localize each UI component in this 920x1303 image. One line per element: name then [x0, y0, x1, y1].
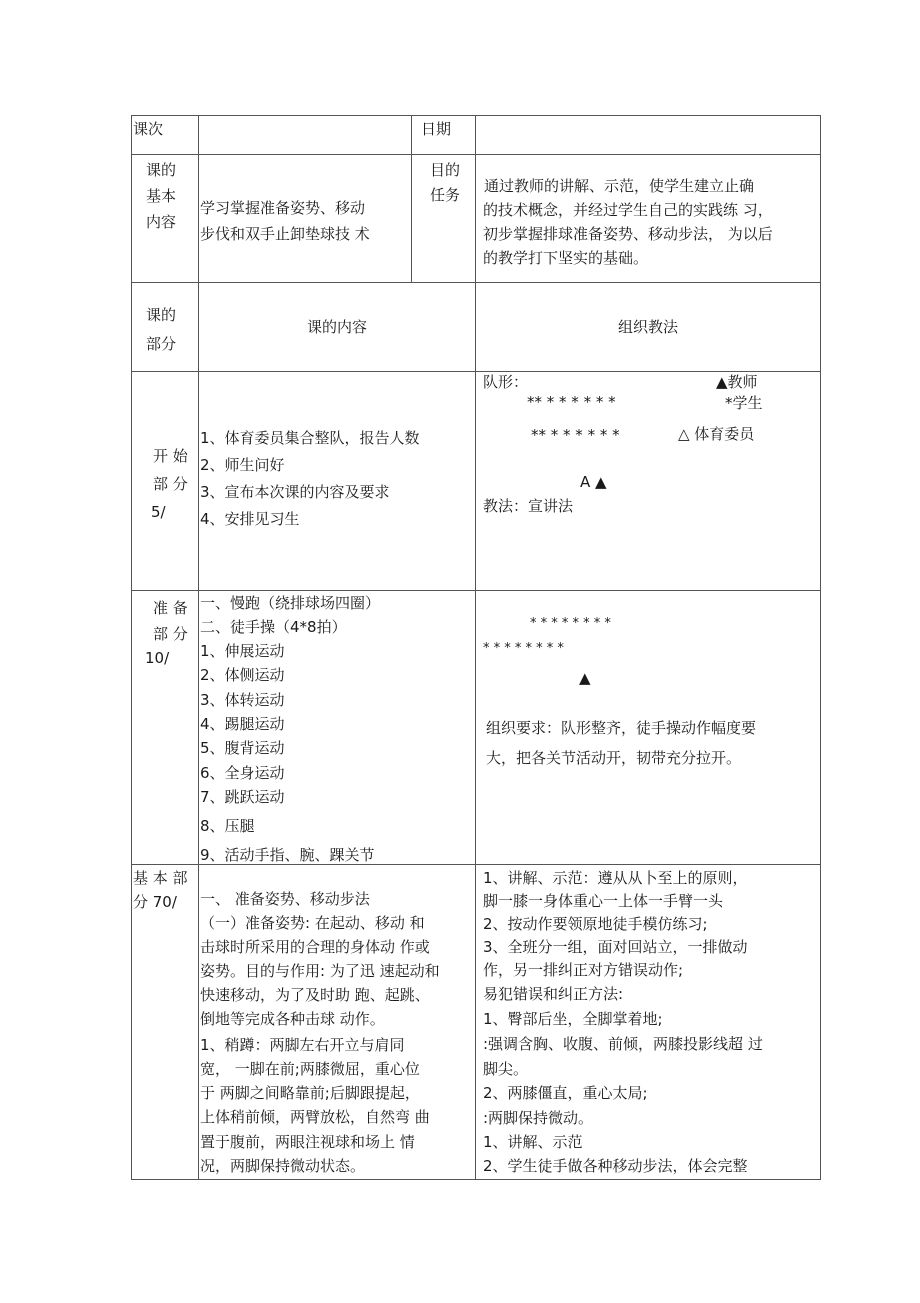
lesson-no-label: 课次 [133, 120, 164, 138]
basic-method-line: 易犯错误和纠正方法: [483, 985, 624, 1003]
basic-content-line: 1、稍蹲：两脚左右开立与肩同 [200, 1036, 405, 1054]
basic-content-line: 于 两脚之间略靠前;后脚跟提起， [200, 1084, 420, 1102]
goal-text: 的教学打下坚实的基础。 [483, 249, 649, 267]
basic-method-line: 2、按动作要领原地徒手模仿练习; [483, 915, 708, 933]
basic-part-label: 分 70/ [133, 893, 177, 911]
content-label: 课的 [146, 161, 177, 179]
teacher-legend: ▲教师 [716, 373, 758, 391]
start-content-item: 3、宣布本次课的内容及要求 [200, 483, 390, 501]
formation-row: ** * * * * * * [531, 426, 620, 444]
formation-marker: A ▲ [580, 473, 607, 491]
basic-method-line: 作，另一排纠正对方错误动作; [483, 961, 684, 979]
basic-method-line: 1、讲解、示范：遵从从卜至上的原则， [483, 869, 748, 887]
basic-content-line: （一）准备姿势: 在起动、移动 和 [200, 914, 425, 932]
basic-content-line: 况，两脚保持微动状态。 [200, 1157, 366, 1175]
prep-formation-row: * * * * * * * * [530, 616, 611, 631]
basic-method-line: :两脚保持微动。 [483, 1109, 594, 1127]
basic-content-line: 倒地等完成各种击球 动作。 [200, 1010, 385, 1028]
basic-method-line: :强调含胸、收腹、前倾，两膝投影线超 过 [483, 1035, 763, 1053]
content-label: 基本 [146, 187, 177, 205]
prep-content-item: 3、体转运动 [200, 691, 285, 709]
row-divider [131, 282, 821, 283]
formation-label: 队形： [483, 373, 529, 391]
prep-content-item: 6、全身运动 [200, 764, 285, 782]
prep-content-item: 1、伸展运动 [200, 642, 285, 660]
prep-content-item: 一、慢跑（绕排球场四圈） [200, 594, 381, 612]
start-part-label: 开 始 [153, 447, 188, 465]
prep-requirement: 大，把各关节活动开，韧带充分拉开。 [486, 749, 742, 767]
basic-content-line: 快速移动，为了及时助 跑、起跳、 [200, 986, 430, 1004]
basic-method-line: 2、两膝僵直，重心太局; [483, 1084, 648, 1102]
prep-teacher-marker: ▲ [579, 669, 591, 687]
table-border-left [131, 115, 132, 1180]
basic-content-line: 置于腹前，两眼注视球和场上 情 [200, 1133, 415, 1151]
basic-method-line: 脚尖。 [483, 1060, 529, 1078]
prep-part-label: 10/ [145, 649, 170, 667]
prep-part-label: 准 备 [153, 599, 188, 617]
prep-content-item: 二、徒手操（4*8拍） [200, 618, 347, 636]
basic-content-line: 姿势。目的与作用: 为了迅 速起动和 [200, 962, 440, 980]
part-label: 课的 [146, 306, 177, 324]
content-text: 步伐和双手止卸垫球技 术 [200, 225, 370, 243]
basic-method-line: 3、全班分一组，面对回站立，一排做动 [483, 938, 748, 956]
prep-content-item: 9、活动手指、腕、踝关节 [200, 846, 375, 864]
col-divider [198, 115, 199, 1180]
goal-text: 通过教师的讲解、示范，使学生建立止确 [484, 177, 755, 195]
basic-content-line: 击球时所采用的合理的身体动 作或 [200, 938, 430, 956]
basic-content-line: 一、 准备姿势、移动步法 [200, 890, 370, 908]
table-border-top [131, 115, 821, 116]
date-label: 日期 [421, 120, 452, 138]
col-divider [411, 115, 412, 283]
goal-label: 目的 [430, 161, 461, 179]
start-method: 教法：宣讲法 [483, 497, 574, 515]
row-divider [131, 154, 821, 155]
start-part-label: 5/ [151, 503, 166, 521]
basic-method-line: 脚一膝一身体重心一上体一手臂一头 [483, 892, 724, 910]
basic-method-line: 1、讲解、示范 [483, 1133, 583, 1151]
content-label: 内容 [146, 213, 177, 231]
basic-content-line: 宽， 一脚在前;两膝微屈，重心位 [200, 1060, 420, 1078]
part-label: 部分 [146, 335, 177, 353]
student-legend: *学生 [725, 394, 763, 412]
table-border-bottom [131, 1179, 821, 1180]
basic-method-line: 2、学生徒手做各种移动步法，体会完整 [483, 1157, 748, 1175]
method-header: 组织教法 [617, 318, 678, 336]
content-text: 学习掌握准备姿势、移动 [200, 199, 366, 217]
start-content-item: 2、师生问好 [200, 456, 285, 474]
basic-method-line: 1、臀部后坐，全脚掌着地; [483, 1010, 663, 1028]
prep-formation-row: * * * * * * * * [483, 641, 564, 656]
prep-content-item: 8、压腿 [200, 817, 255, 835]
start-content-item: 4、安排见习生 [200, 510, 300, 528]
formation-row: ** * * * * * * [527, 393, 616, 411]
prep-content-item: 5、腹背运动 [200, 739, 285, 757]
col-divider [475, 115, 476, 1180]
goal-text: 初步掌握排球准备姿势、移动步法， 为以后 [483, 225, 773, 243]
basic-part-label: 基 本 部 [133, 869, 188, 887]
table-border-right [820, 115, 821, 1180]
start-part-label: 部 分 [153, 475, 188, 493]
content-header: 课的内容 [306, 318, 367, 336]
prep-requirement: 组织要求：队形整齐，徒手操动作幅度要 [486, 719, 757, 737]
start-content-item: 1、体育委员集合整队，报告人数 [200, 429, 420, 447]
prep-content-item: 7、跳跃运动 [200, 788, 285, 806]
prep-part-label: 部 分 [153, 625, 188, 643]
prep-content-item: 4、踢腿运动 [200, 715, 285, 733]
basic-content-line: 上体稍前倾，两臂放松，自然弯 曲 [200, 1108, 430, 1126]
goal-text: 的技术概念，并经过学生自己的实践练 习， [483, 201, 773, 219]
goal-label: 任务 [430, 186, 461, 204]
prep-content-item: 2、体侧运动 [200, 666, 285, 684]
monitor-legend: △ 体育委员 [678, 425, 755, 443]
